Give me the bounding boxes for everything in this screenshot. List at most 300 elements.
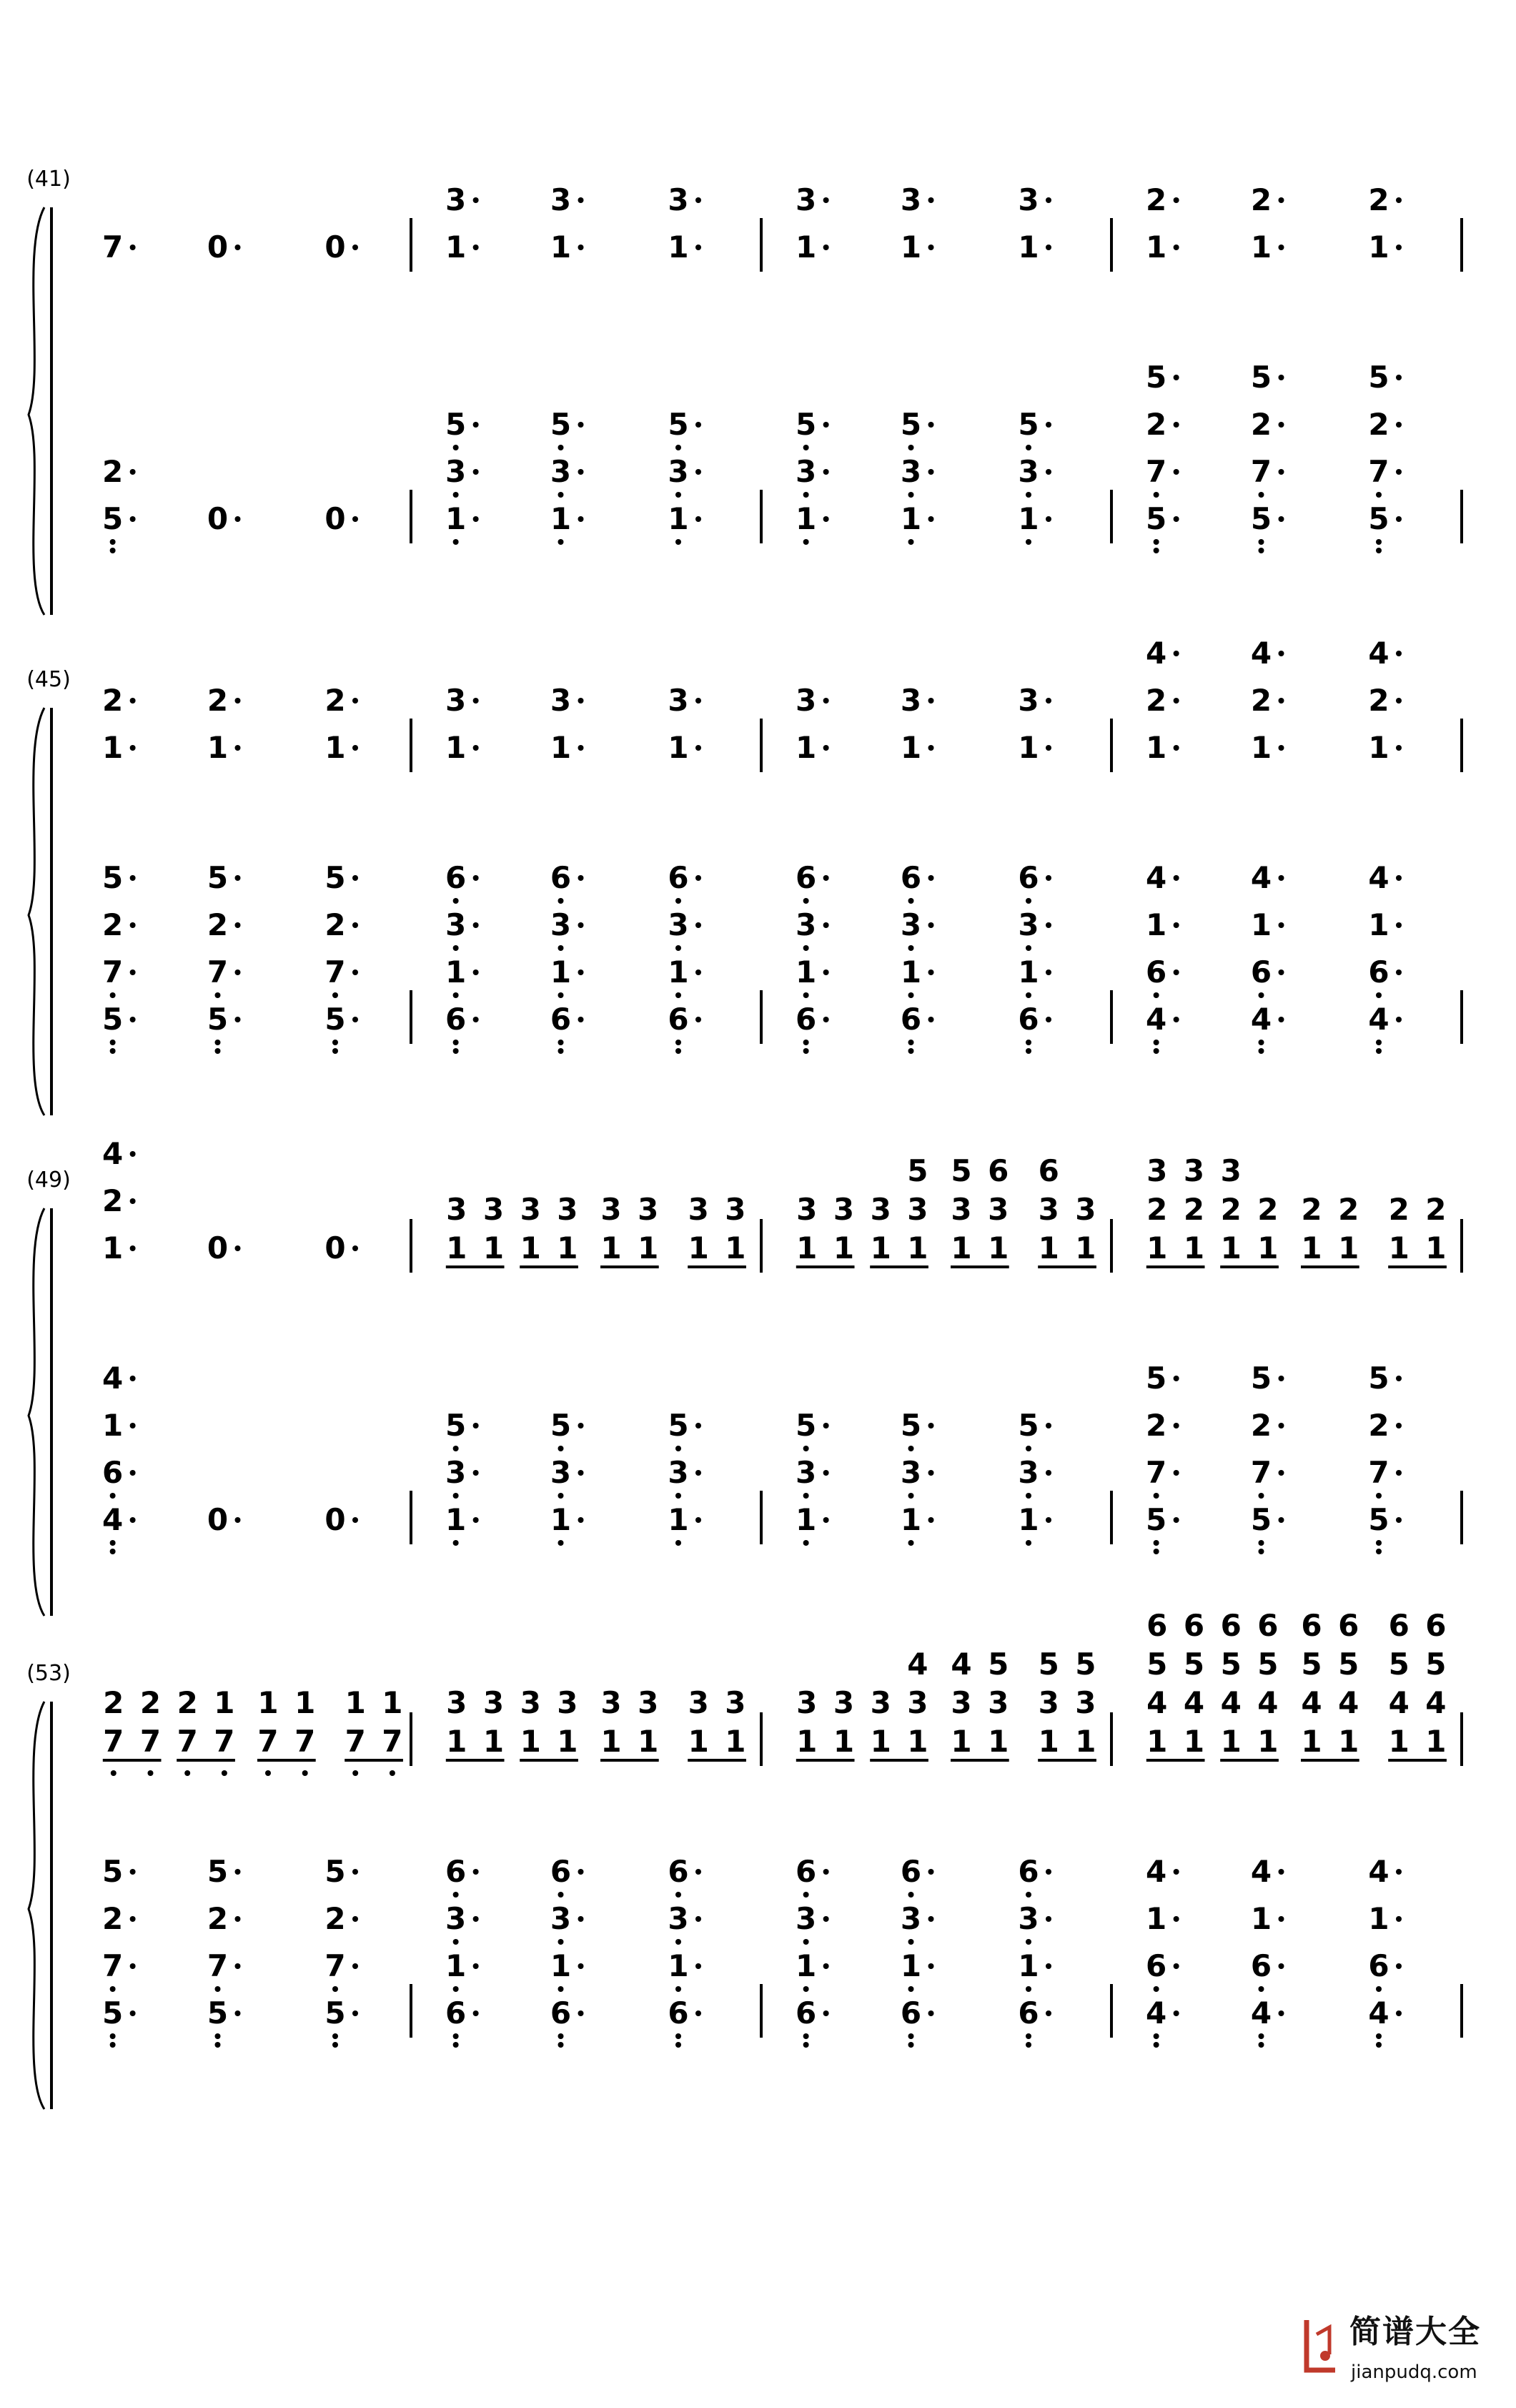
octave-dot	[803, 1939, 809, 1945]
duration-dot	[1396, 516, 1402, 522]
lh-note: 6	[1146, 954, 1167, 990]
octave-dot	[908, 1939, 914, 1945]
duration-dot	[1279, 375, 1284, 380]
octave-dot	[803, 1986, 809, 1992]
rh-note: 1	[382, 1685, 403, 1720]
rh-note: 7	[139, 1724, 162, 1759]
rh-note: 1	[550, 730, 572, 765]
lh-note: 7	[207, 1948, 229, 1983]
octave-dot	[558, 1939, 564, 1945]
duration-dot	[928, 698, 934, 704]
lh-note: 5	[1146, 501, 1167, 536]
system-brace	[29, 1702, 44, 2109]
duration-dot	[473, 469, 479, 475]
rh-note: 3	[900, 683, 922, 718]
duration-dot	[1174, 922, 1179, 928]
duration-dot	[352, 1517, 358, 1523]
lh-note: 2	[102, 454, 124, 489]
rh-note: 3	[638, 1685, 659, 1720]
rh-note: 1	[796, 1230, 818, 1265]
duration-dot	[578, 922, 584, 928]
rh-note: 2	[1301, 1192, 1322, 1227]
octave-dot	[352, 1770, 358, 1776]
octave-dot	[1259, 548, 1264, 553]
duration-dot	[1174, 651, 1179, 656]
rh-note: 4	[1257, 1685, 1279, 1720]
rh-note: 5	[1038, 1647, 1059, 1682]
duration-dot	[235, 2010, 241, 2016]
duration-dot	[1396, 1869, 1402, 1875]
octave-dot	[1026, 992, 1031, 998]
measure-number: (53)	[26, 1661, 71, 1686]
duration-dot	[1046, 516, 1051, 522]
octave-dot	[332, 1986, 338, 1992]
lh-note: 1	[796, 1502, 817, 1537]
lh-note: 1	[1368, 1901, 1389, 1936]
octave-dot	[110, 2042, 116, 2048]
rh-note: 5	[1388, 1647, 1410, 1682]
rh-note: 2	[1368, 182, 1389, 217]
rh-note: 0	[324, 230, 346, 265]
rh-note: 1	[1183, 1230, 1205, 1265]
octave-dot	[803, 945, 809, 951]
octave-dot	[265, 1770, 271, 1776]
octave-dot	[675, 2042, 681, 2048]
lh-note: 5	[1146, 360, 1167, 395]
octave-dot	[803, 2033, 809, 2039]
lh-note: 6	[1368, 1948, 1389, 1983]
duration-dot	[695, 1517, 701, 1523]
rh-note: 7	[177, 1724, 198, 1759]
lh-note: 6	[1018, 1002, 1039, 1037]
rh-note: 3	[725, 1192, 746, 1227]
duration-dot	[1279, 197, 1284, 203]
duration-dot	[1279, 1376, 1284, 1381]
lh-note: 5	[1250, 360, 1272, 395]
rh-note: 6	[1146, 1608, 1168, 1643]
duration-dot	[1396, 922, 1402, 928]
rh-note: 4	[1388, 1685, 1410, 1720]
octave-dot	[1026, 1986, 1031, 1992]
octave-dot	[1259, 2042, 1264, 2048]
rh-note: 3	[446, 1192, 467, 1227]
duration-dot	[1046, 197, 1051, 203]
duration-dot	[928, 1017, 934, 1022]
rh-note: 1	[1018, 730, 1039, 765]
rh-note: 5	[1075, 1647, 1096, 1682]
rh-note: 1	[1220, 1230, 1242, 1265]
rh-note: 1	[688, 1230, 709, 1265]
octave-dot	[110, 992, 116, 998]
rh-note: 0	[324, 1230, 346, 1265]
rh-note: 1	[1038, 1230, 1059, 1265]
lh-note: 2	[102, 1901, 124, 1936]
octave-dot	[675, 2033, 681, 2039]
lh-note: 5	[324, 1002, 346, 1037]
duration-dot	[235, 1245, 241, 1251]
octave-dot	[558, 539, 564, 545]
lh-note: 5	[1250, 1361, 1272, 1396]
duration-dot	[473, 1517, 479, 1523]
duration-dot	[1396, 745, 1402, 751]
duration-dot	[823, 1916, 829, 1922]
lh-note: 1	[550, 1948, 572, 1983]
lh-note: 5	[207, 1002, 229, 1037]
octave-dot	[803, 1493, 809, 1499]
lh-note: 6	[668, 1854, 689, 1889]
lh-note: 4	[1146, 1854, 1167, 1889]
duration-dot	[130, 1963, 136, 1969]
lh-note: 1	[668, 954, 689, 990]
duration-dot	[823, 2010, 829, 2016]
octave-dot	[110, 1048, 116, 1054]
lh-note: 2	[1146, 407, 1167, 442]
duration-dot	[352, 516, 358, 522]
duration-dot	[1174, 375, 1179, 380]
rh-note: 1	[446, 1230, 467, 1265]
duration-dot	[695, 1470, 701, 1476]
octave-dot	[803, 1040, 809, 1045]
octave-dot	[453, 1986, 459, 1992]
duration-dot	[473, 922, 479, 928]
octave-dot	[1154, 1048, 1159, 1054]
rh-note: 1	[446, 1724, 467, 1759]
lh-note: 1	[1250, 1901, 1272, 1936]
lh-note: 7	[1250, 1455, 1272, 1490]
rh-note: 1	[520, 1230, 541, 1265]
duration-dot	[823, 422, 829, 428]
rh-note: 5	[1425, 1647, 1447, 1682]
lh-note: 2	[102, 907, 124, 942]
rh-note: 1	[833, 1230, 855, 1265]
octave-dot	[110, 1040, 116, 1045]
octave-dot	[675, 1986, 681, 1992]
octave-dot	[1154, 1986, 1159, 1992]
lh-note: 3	[900, 454, 922, 489]
duration-dot	[1174, 1017, 1179, 1022]
duration-dot	[1046, 698, 1051, 704]
rh-note: 6	[1425, 1608, 1447, 1643]
rh-note: 7	[102, 230, 124, 265]
lh-note: 4	[1146, 1002, 1167, 1037]
lh-note: 5	[900, 1408, 922, 1443]
octave-dot	[558, 1048, 564, 1054]
octave-dot	[110, 548, 116, 553]
lh-note: 3	[550, 1455, 572, 1490]
octave-dot	[453, 1040, 459, 1045]
system-brace	[29, 1208, 44, 1616]
duration-dot	[235, 922, 241, 928]
rh-note: 3	[445, 683, 467, 718]
rh-note: 3	[870, 1192, 891, 1227]
duration-dot	[695, 1869, 701, 1875]
octave-dot	[1026, 1892, 1031, 1898]
duration-dot	[130, 1517, 136, 1523]
octave-dot	[558, 2042, 564, 2048]
lh-note: 4	[102, 1502, 124, 1537]
octave-dot	[332, 1048, 338, 1054]
lh-note: 4	[1250, 1995, 1272, 2030]
octave-dot	[675, 1540, 681, 1546]
duration-dot	[1279, 969, 1284, 975]
rh-note: 6	[1338, 1608, 1359, 1643]
lh-note: 6	[668, 1002, 689, 1037]
rh-note: 6	[988, 1153, 1009, 1188]
rh-note: 1	[1146, 1724, 1168, 1759]
octave-dot	[1259, 492, 1264, 498]
octave-dot	[1154, 1040, 1159, 1045]
lh-note: 5	[550, 1408, 572, 1443]
duration-dot	[578, 1017, 584, 1022]
duration-dot	[235, 1916, 241, 1922]
rh-note: 2	[102, 683, 124, 718]
octave-dot	[453, 1048, 459, 1054]
rh-note: 3	[833, 1192, 855, 1227]
octave-dot	[1026, 445, 1031, 450]
octave-dot	[1259, 2033, 1264, 2039]
lh-note: 1	[900, 1502, 922, 1537]
rh-note: 6	[1301, 1608, 1322, 1643]
lh-note: 7	[1368, 454, 1389, 489]
octave-dot	[1154, 1493, 1159, 1499]
lh-note: 7	[1146, 454, 1167, 489]
rh-note: 1	[1257, 1724, 1279, 1759]
lh-note: 1	[550, 501, 572, 536]
duration-dot	[352, 1869, 358, 1875]
octave-dot	[1259, 1549, 1264, 1554]
lh-note: 5	[1368, 1502, 1389, 1537]
octave-dot	[215, 1048, 221, 1054]
rh-note: 1	[1388, 1724, 1410, 1759]
lh-note: 1	[550, 1502, 572, 1537]
rh-note: 4	[1425, 1685, 1447, 1720]
rh-note: 1	[1301, 1724, 1322, 1759]
duration-dot	[695, 698, 701, 704]
octave-dot	[110, 2033, 116, 2039]
lh-note: 7	[324, 1948, 346, 1983]
duration-dot	[695, 2010, 701, 2016]
octave-dot	[453, 2042, 459, 2048]
octave-dot	[332, 2033, 338, 2039]
lh-note: 6	[445, 1854, 467, 1889]
duration-dot	[578, 1869, 584, 1875]
rh-note: 1	[1250, 730, 1272, 765]
duration-dot	[823, 1470, 829, 1476]
duration-dot	[928, 197, 934, 203]
rh-note: 3	[482, 1685, 505, 1720]
duration-dot	[823, 1423, 829, 1428]
rh-note: 3	[951, 1685, 972, 1720]
duration-dot	[1174, 516, 1179, 522]
octave-dot	[302, 1770, 308, 1776]
rh-note: 1	[550, 230, 572, 265]
rh-note: 1	[345, 1685, 366, 1720]
octave-dot	[1026, 898, 1031, 904]
duration-dot	[695, 1423, 701, 1428]
lh-note: 4	[1250, 860, 1272, 895]
rh-note: 1	[907, 1724, 928, 1759]
lh-note: 6	[900, 1002, 922, 1037]
lh-note: 2	[1250, 1408, 1272, 1443]
lh-note: 0	[324, 501, 346, 536]
rh-note: 2	[1338, 1192, 1359, 1227]
duration-dot	[235, 1869, 241, 1875]
duration-dot	[352, 1245, 358, 1251]
duration-dot	[1174, 1869, 1179, 1875]
measure-number: (45)	[26, 667, 71, 692]
duration-dot	[823, 197, 829, 203]
system-brace	[29, 708, 44, 1115]
octave-dot	[675, 1939, 681, 1945]
octave-dot	[558, 898, 564, 904]
lh-note: 1	[796, 1948, 817, 1983]
duration-dot	[928, 469, 934, 475]
rh-note: 3	[1018, 182, 1039, 217]
rh-note: 3	[1183, 1153, 1205, 1188]
duration-dot	[235, 969, 241, 975]
duration-dot	[1174, 698, 1179, 704]
octave-dot	[1259, 1540, 1264, 1546]
rh-note: 7	[103, 1724, 124, 1759]
duration-dot	[695, 422, 701, 428]
lh-note: 6	[550, 860, 572, 895]
duration-dot	[1046, 1517, 1051, 1523]
octave-dot	[390, 1770, 395, 1776]
lh-note: 6	[445, 1995, 467, 2030]
lh-note: 1	[1146, 1901, 1167, 1936]
lh-note: 3	[550, 907, 572, 942]
lh-note: 3	[668, 1455, 689, 1490]
rh-note: 1	[482, 1230, 505, 1265]
duration-dot	[823, 875, 829, 881]
lh-note: 7	[102, 954, 124, 990]
lh-note: 7	[207, 954, 229, 990]
lh-note: 5	[668, 1408, 689, 1443]
rh-note: 2	[1250, 182, 1272, 217]
duration-dot	[473, 1017, 479, 1022]
rh-note: 1	[557, 1230, 578, 1265]
octave-dot	[558, 945, 564, 951]
duration-dot	[473, 969, 479, 975]
rh-note: 1	[600, 1724, 622, 1759]
lh-note: 4	[1368, 1995, 1389, 2030]
octave-dot	[215, 2042, 221, 2048]
octave-dot	[558, 1892, 564, 1898]
octave-dot	[215, 992, 221, 998]
octave-dot	[803, 1446, 809, 1451]
duration-dot	[578, 1963, 584, 1969]
octave-dot	[1259, 539, 1264, 545]
lh-note: 3	[550, 1901, 572, 1936]
duration-dot	[928, 745, 934, 751]
duration-dot	[928, 1869, 934, 1875]
duration-dot	[1174, 1376, 1179, 1381]
rh-note: 1	[214, 1685, 235, 1720]
lh-note: 6	[445, 1002, 467, 1037]
lh-note: 2	[1368, 407, 1389, 442]
duration-dot	[578, 422, 584, 428]
duration-dot	[130, 698, 136, 704]
octave-dot	[110, 539, 116, 545]
duration-dot	[1174, 1517, 1179, 1523]
rh-note: 4	[1146, 1685, 1168, 1720]
octave-dot	[675, 1040, 681, 1045]
lh-note: 5	[1250, 1502, 1272, 1537]
lh-note: 3	[900, 1901, 922, 1936]
lh-note: 7	[102, 1948, 124, 1983]
rh-note: 3	[445, 182, 467, 217]
lh-note: 3	[796, 1901, 817, 1936]
octave-dot	[453, 1939, 459, 1945]
rh-note: 3	[1018, 683, 1039, 718]
lh-note: 3	[796, 1455, 817, 1490]
duration-dot	[578, 245, 584, 250]
lh-note: 7	[324, 954, 346, 990]
rh-note: 1	[796, 1724, 818, 1759]
lh-note: 5	[796, 407, 817, 442]
duration-dot	[1279, 651, 1284, 656]
rh-note: 1	[870, 1230, 891, 1265]
rh-note: 2	[102, 1183, 124, 1218]
octave-dot	[908, 539, 914, 545]
octave-dot	[1259, 992, 1264, 998]
octave-dot	[222, 1770, 227, 1776]
duration-dot	[1396, 875, 1402, 881]
lh-note: 6	[900, 1854, 922, 1889]
rh-note: 4	[1368, 636, 1389, 671]
octave-dot	[110, 1549, 116, 1554]
duration-dot	[1174, 1423, 1179, 1428]
duration-dot	[130, 875, 136, 881]
octave-dot	[1376, 548, 1382, 553]
duration-dot	[1279, 1423, 1284, 1428]
rh-note: 2	[177, 1685, 198, 1720]
duration-dot	[352, 1963, 358, 1969]
lh-note: 3	[668, 1901, 689, 1936]
duration-dot	[823, 745, 829, 751]
duration-dot	[1279, 1869, 1284, 1875]
octave-dot	[1026, 1048, 1031, 1054]
duration-dot	[473, 1470, 479, 1476]
octave-dot	[908, 898, 914, 904]
lh-note: 1	[445, 1948, 467, 1983]
duration-dot	[1174, 1963, 1179, 1969]
lh-note: 6	[550, 1995, 572, 2030]
lh-note: 7	[1368, 1455, 1389, 1490]
lh-note: 3	[668, 454, 689, 489]
duration-dot	[695, 469, 701, 475]
duration-dot	[578, 969, 584, 975]
rh-note: 1	[1075, 1724, 1096, 1759]
lh-note: 3	[668, 907, 689, 942]
rh-note: 2	[1250, 683, 1272, 718]
duration-dot	[823, 1517, 829, 1523]
duration-dot	[928, 875, 934, 881]
lh-note: 0	[324, 1502, 346, 1537]
duration-dot	[1396, 651, 1402, 656]
rh-note: 5	[1220, 1647, 1242, 1682]
octave-dot	[1154, 2033, 1159, 2039]
rh-note: 1	[833, 1724, 855, 1759]
rh-note: 2	[1388, 1192, 1410, 1227]
duration-dot	[1046, 1423, 1051, 1428]
octave-dot	[803, 1892, 809, 1898]
duration-dot	[1174, 245, 1179, 250]
duration-dot	[1279, 469, 1284, 475]
octave-dot	[148, 1770, 154, 1776]
rh-note: 5	[1257, 1647, 1279, 1682]
rh-note: 6	[1220, 1608, 1242, 1643]
